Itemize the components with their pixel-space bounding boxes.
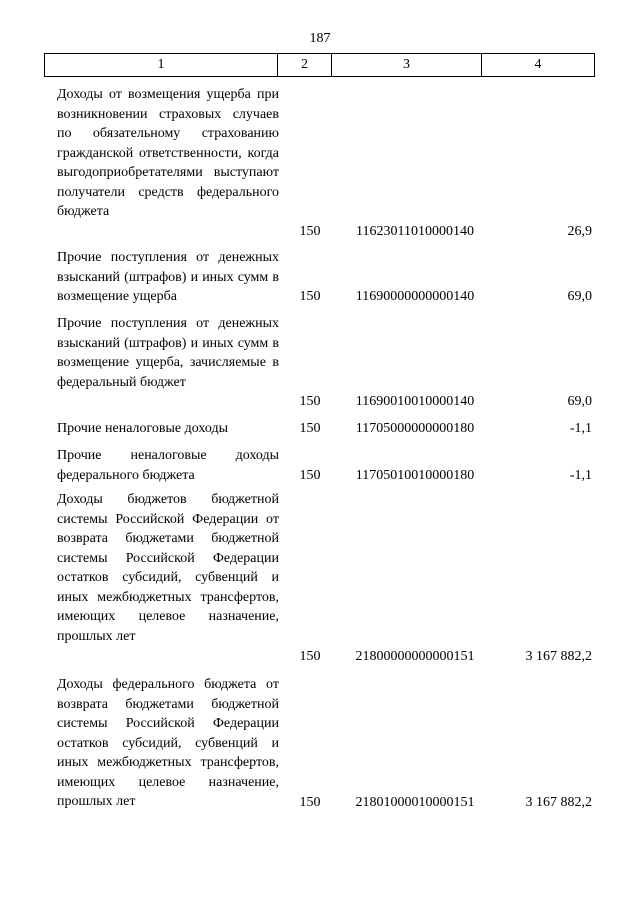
row-description: Прочие неналоговые доходы — [57, 421, 229, 436]
row-kbk-code: 11705010010000180 — [355, 467, 475, 483]
table-row — [0, 419, 640, 438]
row-kbk-code: 11690000000000140 — [355, 288, 475, 304]
row-amount: 69,0 — [567, 288, 592, 304]
row-amount: -1,1 — [569, 420, 592, 436]
row-amount: 69,0 — [567, 393, 592, 409]
row-description: Доходы бюджетов бюджетной системы Российской Федерации от возврата бюджетами бюджетной системы Российской Федерации остатков субсидий, субвенций и иных межбюджетных трансфертов, имеющих целевое назначение, прошлых лет — [57, 492, 279, 644]
column-header-4: 4 — [482, 54, 595, 77]
row-admin-code: 150 — [299, 467, 321, 483]
row-kbk-code: 21800000000000151 — [355, 648, 475, 664]
row-admin-code: 150 — [299, 393, 321, 409]
page-number: 187 — [309, 31, 331, 46]
table-row — [0, 314, 640, 411]
column-header-2: 2 — [278, 54, 332, 77]
row-kbk-code: 21801000010000151 — [355, 794, 475, 810]
row-admin-code: 150 — [299, 648, 321, 664]
row-description: Доходы федерального бюджета от возврата бюджетами бюджетной системы Российской Федерации остатков субсидий, субвенций и иных межбюджетных трансфертов, имеющих целевое назначение, прошлых лет — [57, 677, 279, 809]
row-admin-code: 150 — [299, 288, 321, 304]
column-header-1: 1 — [45, 54, 278, 77]
column-header-3: 3 — [332, 54, 482, 77]
table-row — [0, 675, 640, 812]
row-amount: 3 167 882,2 — [525, 648, 592, 664]
table-row — [0, 490, 640, 666]
row-description: Прочие поступления от денежных взысканий (штрафов) и иных сумм в возмещение ущерба — [57, 250, 279, 304]
column-header-table — [44, 53, 595, 77]
row-admin-code: 150 — [299, 223, 321, 239]
row-kbk-code: 11690010010000140 — [355, 393, 475, 409]
row-admin-code: 150 — [299, 420, 321, 436]
table-row — [0, 248, 640, 306]
column-header-row — [45, 54, 595, 77]
row-amount: -1,1 — [569, 467, 592, 483]
row-description: Доходы от возмещения ущерба при возникновении страховых случаев по обязательному страхованию гражданской ответственности, когда выгодоприобретателями выступают получатели средств федерального бюджета — [57, 87, 279, 219]
row-amount: 3 167 882,2 — [525, 794, 592, 810]
row-description: Прочие неналоговые доходы федерального бюджета — [57, 448, 279, 483]
row-kbk-code: 11705000000000180 — [355, 420, 475, 436]
row-admin-code: 150 — [299, 794, 321, 810]
row-kbk-code: 11623011010000140 — [356, 223, 474, 239]
row-description: Прочие поступления от денежных взысканий (штрафов) и иных сумм в возмещение ущерба, зачисляемые в федеральный бюджет — [57, 316, 279, 390]
table-row — [0, 446, 640, 485]
table-row — [0, 85, 640, 241]
row-amount: 26,9 — [567, 223, 592, 239]
